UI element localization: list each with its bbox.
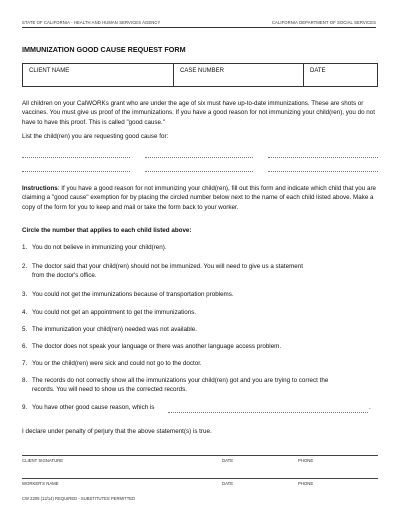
- reason-text: You or the child(ren) were sick and could not go to the doctor.: [32, 360, 202, 367]
- client-signature-label: CLIENT SIGNATURE: [22, 458, 64, 463]
- client-phone-label: PHONE: [298, 458, 314, 463]
- child-name-line-5[interactable]: [145, 171, 253, 172]
- reason-text: The immunization your child(ren) needed was not available.: [32, 326, 198, 333]
- date-label: DATE: [310, 68, 326, 74]
- reason-item-5[interactable]: [22, 326, 380, 335]
- form-number: CW 2209 (12/14) REQUIRED - SUBSTITUTES PERMITTED: [22, 496, 136, 501]
- worker-date-label: DATE: [222, 481, 234, 486]
- intro-paragraph: All children on your CalWORKs grant who are under the age of six must have up-to-date immunizations. These are shots or vaccines. You must give us proof of the immunizations. If you have a good reason for not immunizing your child(ren), you do not have to have this proof. This is called "good cause.": [22, 100, 375, 126]
- reason-item-7[interactable]: [22, 360, 380, 369]
- form-title: IMMUNIZATION GOOD CAUSE REQUEST FORM: [22, 45, 186, 54]
- reason-item-6[interactable]: [22, 343, 380, 352]
- instructions-label: Instructions: [22, 185, 58, 192]
- other-reason-line[interactable]: [168, 412, 368, 413]
- reason-item-1[interactable]: [22, 244, 380, 253]
- reason-number[interactable]: 2.: [22, 263, 28, 270]
- header-divider: [22, 27, 376, 28]
- client-date-label: DATE: [222, 458, 234, 463]
- reason-text: The records do not correctly show all the immunizations your child(ren) got and you are trying to correct the: [32, 377, 329, 384]
- reason-continuation: records. You will need to show us the corrected records.: [32, 385, 187, 393]
- child-name-line-3[interactable]: [268, 157, 378, 158]
- child-name-line-6[interactable]: [268, 171, 378, 172]
- reason-text: You could not get the immunizations because of transportation problems.: [32, 291, 234, 298]
- client-info-box: [22, 63, 378, 87]
- reason-item-8[interactable]: [22, 377, 380, 394]
- case-number-field[interactable]: [173, 64, 303, 86]
- circle-heading: Circle the number that applies to each child listed above:: [22, 227, 192, 234]
- child-name-line-2[interactable]: [145, 157, 253, 158]
- reason-text: The doctor said that your child(ren) should not be immunized. You will need to give us a statement: [32, 263, 303, 270]
- instructions-text: : If you have a good reason for not immunizing your child(ren), fill out this form and indicate which child that you are claiming a "good cause" exemption for by placing the circled number below next to the name of each child listed above. Make a copy of the form for you to keep and mail or take the form back to your worker.: [22, 185, 377, 211]
- date-field[interactable]: [303, 64, 377, 86]
- client-name-label: CLIENT NAME: [29, 68, 70, 74]
- reason-number[interactable]: 5.: [22, 326, 28, 333]
- reason-text: You could not get an appointment to get the immunizations.: [32, 309, 197, 316]
- reason-text: The doctor does not speak your language or there was another language access problem.: [32, 343, 282, 350]
- reason-item-4[interactable]: [22, 309, 380, 318]
- reason-number[interactable]: 8.: [22, 377, 28, 384]
- department-name: CALIFORNIA DEPARTMENT OF SOCIAL SERVICES: [271, 20, 376, 25]
- instructions-paragraph: [22, 184, 380, 212]
- reason-continuation: from the doctor's office.: [32, 271, 97, 279]
- child-name-line-1[interactable]: [22, 157, 130, 158]
- reason-item-3[interactable]: [22, 291, 380, 300]
- worker-name-label: WORKER'S NAME: [22, 481, 59, 486]
- child-name-line-4[interactable]: [22, 171, 130, 172]
- agency-name: STATE OF CALIFORNIA - HEALTH AND HUMAN SERVICES AGENCY: [22, 20, 161, 25]
- reason-number[interactable]: 9.: [22, 404, 28, 411]
- client-signature-line[interactable]: [22, 455, 378, 456]
- reason-text: You do not believe in immunizing your child(ren).: [32, 244, 167, 251]
- other-reason-period: .: [369, 404, 371, 411]
- declaration: I declare under penalty of perjury that the above statement(s) is true.: [22, 428, 212, 435]
- reason-number[interactable]: 1.: [22, 244, 28, 251]
- reason-item-2[interactable]: [22, 263, 380, 280]
- worker-name-line[interactable]: [22, 478, 378, 479]
- reason-text: You have other good cause reason, which is: [32, 404, 155, 411]
- case-number-label: CASE NUMBER: [180, 68, 225, 74]
- reason-number[interactable]: 3.: [22, 291, 28, 298]
- reason-number[interactable]: 6.: [22, 343, 28, 350]
- reason-number[interactable]: 7.: [22, 360, 28, 367]
- client-name-field[interactable]: [23, 64, 173, 86]
- reason-number[interactable]: 4.: [22, 309, 28, 316]
- worker-phone-label: PHONE: [298, 481, 314, 486]
- list-prompt: List the child(ren) you are requesting good cause for:: [22, 133, 169, 140]
